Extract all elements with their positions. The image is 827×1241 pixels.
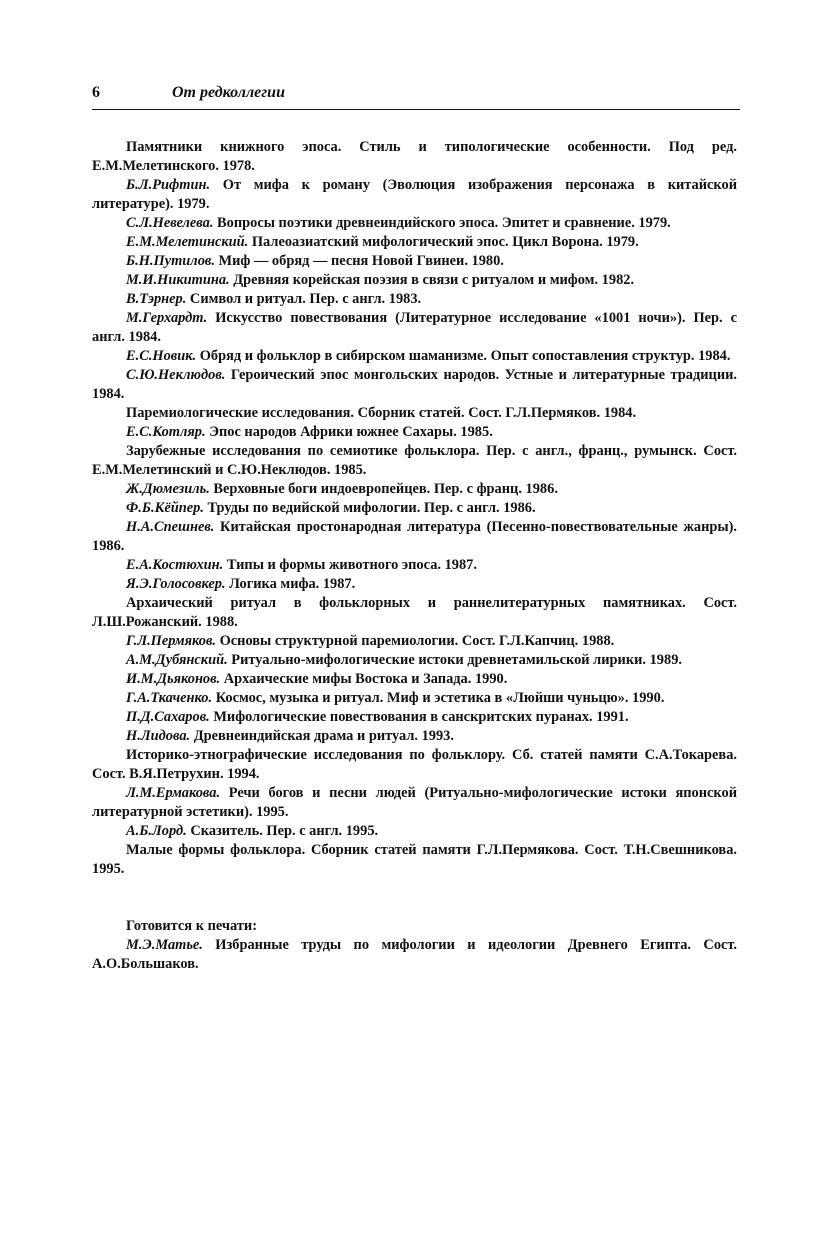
- entry-text: Космос, музыка и ритуал. Миф и эстетика в «Люйши чуньцю». 1990.: [212, 690, 665, 706]
- entry-text: Ритуально-мифологические истоки древнетамильской лирики. 1989.: [227, 652, 682, 668]
- list-item: [92, 784, 737, 822]
- entry-text: Героический эпос монгольских народов. Устные и литературные традиции. 1984.: [92, 367, 737, 402]
- entry-author: В.Тэрнер.: [126, 291, 187, 307]
- entry-author: Л.М.Ермакова.: [126, 785, 221, 801]
- publication-list: [92, 138, 737, 974]
- entry-text: Архаические мифы Востока и Запада. 1990.: [220, 671, 508, 687]
- entry-author: М.Герхардт.: [126, 310, 208, 326]
- entry-author: И.М.Дьяконов.: [126, 671, 221, 687]
- entry-text: Вопросы поэтики древнеиндийского эпоса. Эпитет и сравнение. 1979.: [213, 215, 671, 231]
- entry-author: А.Б.Лорд.: [126, 823, 187, 839]
- list-item: [92, 176, 737, 214]
- entry-text: Основы структурной паремиологии. Сост. Г.Л.Капчиц. 1988.: [215, 633, 615, 649]
- entry-text: Древнеиндийская драма и ритуал. 1993.: [190, 728, 454, 744]
- entry-text: Миф — обряд — песня Новой Гвинеи. 1980.: [214, 253, 504, 269]
- section-gap: [92, 898, 737, 917]
- entry-text: Труды по ведийской мифологии. Пер. с англ. 1986.: [203, 500, 536, 516]
- entry-text: От мифа к роману (Эволюция изображения персонажа в китайской литературе). 1979.: [92, 177, 737, 212]
- entry-author: М.Э.Матье.: [126, 937, 203, 953]
- list-item: [92, 404, 737, 423]
- entry-text: Символ и ритуал. Пер. с англ. 1983.: [186, 291, 422, 307]
- list-item: [92, 271, 737, 290]
- list-item: [92, 214, 737, 233]
- entry-text: Верховные боги индоевропейцев. Пер. с франц. 1986.: [209, 481, 558, 497]
- entry-text: Древняя корейская поэзия в связи с ритуалом и мифом. 1982.: [229, 272, 635, 288]
- list-item: [92, 708, 737, 727]
- header-rule: [92, 109, 740, 110]
- entry-author: Я.Э.Голосовкер.: [126, 576, 226, 592]
- section-gap: [92, 879, 737, 898]
- entry-text: Палеоазиатский мифологический эпос. Цикл Ворона. 1979.: [248, 234, 639, 250]
- entry-text: Логика мифа. 1987.: [225, 576, 356, 592]
- list-item: [92, 822, 737, 841]
- list-item: [92, 841, 737, 879]
- list-item: [92, 480, 737, 499]
- entry-text: Сказитель. Пер. с англ. 1995.: [186, 823, 379, 839]
- entry-author: Б.Н.Путилов.: [126, 253, 215, 269]
- list-item: [92, 252, 737, 271]
- entry-author: А.М.Дубянский.: [126, 652, 228, 668]
- entry-text: Памятники книжного эпоса. Стиль и типологические особенности. Под ред. Е.М.Мелетинского. 1978.: [92, 139, 737, 174]
- entry-author: Е.С.Котляр.: [126, 424, 206, 440]
- list-item: [92, 651, 737, 670]
- entry-author: Н.Лидова.: [126, 728, 191, 744]
- entry-author: Ф.Б.Кёйпер.: [126, 500, 204, 516]
- entry-author: П.Д.Сахаров.: [126, 709, 210, 725]
- list-item: [92, 138, 737, 176]
- forthcoming-heading: Готовится к печати:: [126, 918, 257, 934]
- list-item: [92, 727, 737, 746]
- list-item: [92, 575, 737, 594]
- entry-author: Е.М.Мелетинский.: [126, 234, 249, 250]
- entry-text: Избранные труды по мифологии и идеологии Древнего Египта. Сост. А.О.Большаков.: [92, 937, 737, 972]
- list-item: [92, 442, 737, 480]
- list-item: [92, 233, 737, 252]
- entry-text: Речи богов и песни людей (Ритуально-мифологические истоки японской литературной эстетики). 1995.: [92, 785, 737, 820]
- list-item: [92, 347, 737, 366]
- list-item: [92, 518, 737, 556]
- list-item: [92, 670, 737, 689]
- entry-text: Типы и формы животного эпоса. 1987.: [223, 557, 477, 573]
- entry-text: Искусство повествования (Литературное исследование «1001 ночи»). Пер. с англ. 1984.: [92, 310, 737, 345]
- list-item: [92, 499, 737, 518]
- entry-text: Китайская простонародная литература (Песенно-повествовательные жанры). 1986.: [92, 519, 737, 554]
- entry-author: Г.А.Ткаченко.: [126, 690, 213, 706]
- list-item: [92, 594, 737, 632]
- entry-text: Паремиологические исследования. Сборник статей. Сост. Г.Л.Пермяков. 1984.: [126, 405, 637, 421]
- entry-author: Ж.Дюмезиль.: [126, 481, 210, 497]
- forthcoming-item: [92, 936, 737, 974]
- entry-author: Г.Л.Пермяков.: [126, 633, 216, 649]
- entry-author: М.И.Никитина.: [126, 272, 230, 288]
- entry-author: С.Л.Невелева.: [126, 215, 214, 231]
- entry-text: Обряд и фольклор в сибирском шаманизме. Опыт сопоставления структур. 1984.: [196, 348, 731, 364]
- list-item: [92, 556, 737, 575]
- entry-text: Мифологические повествования в санскритских пуранах. 1991.: [209, 709, 629, 725]
- list-item: [92, 423, 737, 442]
- entry-text: Историко-этнографические исследования по фольклору. Сб. статей памяти С.А.Токарева. Сост. В.Я.Петрухин. 1994.: [92, 747, 737, 782]
- entry-text: Малые формы фольклора. Сборник статей памяти Г.Л.Пермякова. Сост. Т.Н.Свешникова. 1995.: [92, 842, 737, 877]
- list-item: [92, 632, 737, 651]
- list-item: [92, 366, 737, 404]
- page-header: [92, 84, 742, 108]
- entry-author: Е.С.Новик.: [126, 348, 197, 364]
- entry-author: Б.Л.Рифтин.: [126, 177, 211, 193]
- entry-text: Зарубежные исследования по семиотике фольклора. Пер. с англ., франц., румынск. Сост. Е.М.Мелетинский и С.Ю.Неклюдов. 1985.: [92, 443, 737, 478]
- list-item: [92, 746, 737, 784]
- running-title: От редколлегии: [172, 84, 285, 101]
- entry-author: Н.А.Спешнев.: [126, 519, 215, 535]
- list-item: [92, 290, 737, 309]
- entry-author: Е.А.Костюхин.: [126, 557, 224, 573]
- list-item: [92, 309, 737, 347]
- entry-text: Архаический ритуал в фольклорных и раннелитературных памятниках. Сост. Л.Ш.Рожанский. 1988.: [92, 595, 737, 630]
- entry-author: С.Ю.Неклюдов.: [126, 367, 226, 383]
- list-item: [92, 689, 737, 708]
- page-number: 6: [92, 84, 100, 101]
- entry-text: Эпос народов Африки южнее Сахары. 1985.: [205, 424, 493, 440]
